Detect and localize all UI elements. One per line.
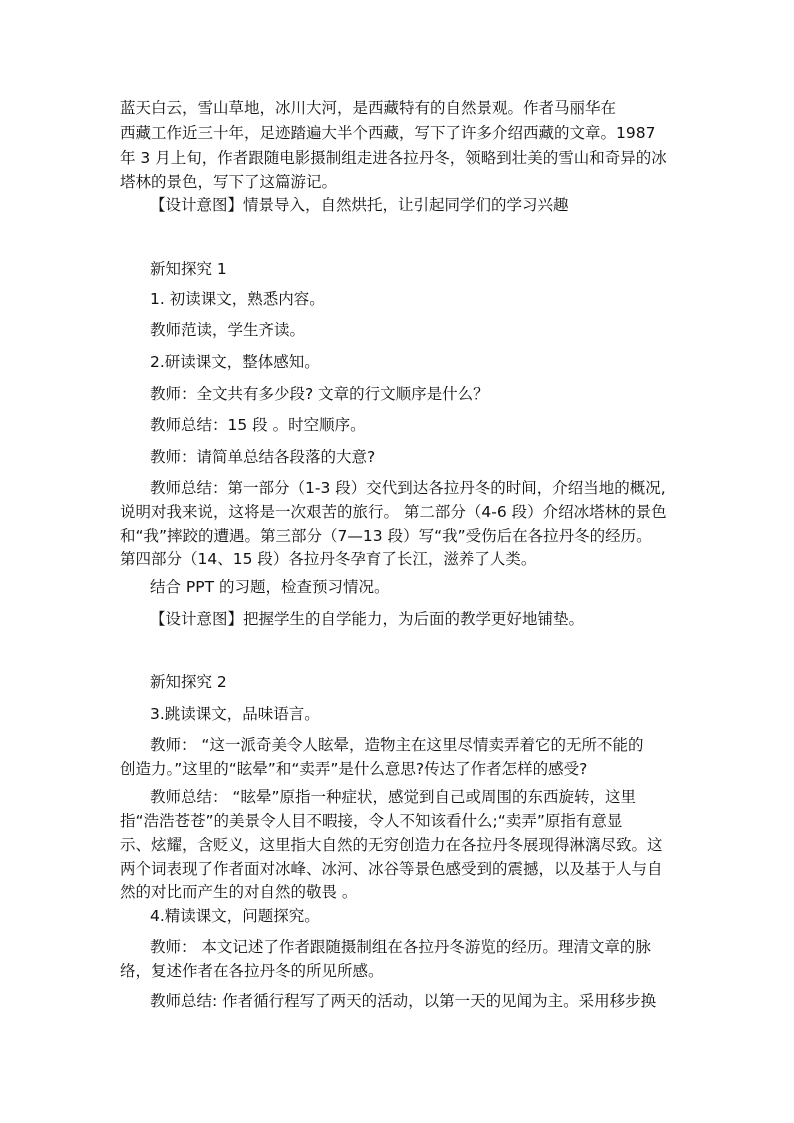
intro-line-3: 年 3 月上旬，作者跟随电影摄制组走进各拉丹冬，领略到壮美的雪山和奇异的冰: [120, 149, 667, 167]
design-intent-2: 【设计意图】把握学生的自学能力，为后面的教学更好地铺垫。: [150, 610, 585, 628]
teacher-summary-3-line-2: 指“浩浩苍苍”的美景令人目不暇接，令人不知该看什么;“卖弄”原指有意显: [120, 812, 623, 830]
teacher-question-4-line-1: 教师： 本文记述了作者跟随摄制组在各拉丹冬游览的经历。理清文章的脉: [150, 938, 651, 956]
teacher-question-3-line-2: 创造力。”这里的“眩晕”和“卖弄”是什么意思?传达了作者怎样的感受?: [120, 760, 588, 778]
intro-line-2: 西藏工作近三十年，足迹踏遍大半个西藏，写下了许多介绍西藏的文章。1987: [120, 124, 656, 142]
intro-line-4: 塔林的景色，写下了这篇游记。: [120, 173, 338, 191]
ppt-exercise: 结合 PPT 的习题，检查预习情况。: [150, 578, 390, 596]
step-1: 1. 初读课文，熟悉内容。: [150, 290, 325, 308]
design-intent-1: 【设计意图】情景导入，自然烘托，让引起同学们的学习兴趣: [150, 196, 569, 214]
teacher-question-4-line-2: 络，复述作者在各拉丹冬的所见所感。: [120, 962, 384, 980]
teacher-summary-1: 教师总结：15 段 。时空顺序。: [150, 416, 366, 434]
teacher-summary-3-line-3: 示、炫耀，含贬义，这里指大自然的无穷创造力在各拉丹冬展现得淋漓尽致。这: [120, 836, 663, 854]
step-1-detail: 教师范读，学生齐读。: [150, 321, 306, 339]
section-heading-2: 新知探究 2: [150, 673, 227, 691]
step-4: 4.精读课文，问题探究。: [150, 907, 320, 925]
intro-line-1: 蓝天白云，雪山草地，冰川大河，是西藏特有的自然景观。作者马丽华在: [120, 99, 617, 117]
teacher-summary-4-line-1: 教师总结: 作者循行程写了两天的活动，以第一天的见闻为主。采用移步换: [150, 992, 657, 1010]
step-2: 2.研读课文，整体感知。: [150, 353, 320, 371]
teacher-summary-2-line-2: 说明对我来说，这将是一次艰苦的旅行。 第二部分（4-6 段）介绍冰塔林的景色: [120, 503, 667, 521]
teacher-question-1: 教师：全文共有多少段? 文章的行文顺序是什么？: [150, 385, 489, 403]
teacher-summary-2-line-1: 教师总结：第一部分（1-3 段）交代到达各拉丹冬的时间，介绍当地的概况,: [150, 479, 666, 497]
teacher-question-2: 教师：请简单总结各段落的大意?: [150, 448, 376, 466]
teacher-summary-3-line-5: 然的对比而产生的对自然的敬畏 。: [120, 883, 358, 901]
section-heading-1: 新知探究 1: [150, 260, 227, 278]
teacher-summary-3-line-1: 教师总结： “眩晕”原指一种症状，感觉到自己或周围的东西旋转，这里: [150, 788, 636, 806]
teacher-summary-2-line-3: 和“我”摔跤的遭遇。第三部分（7—13 段）写“我”受伤后在各拉丹冬的经历。: [120, 527, 652, 545]
step-3: 3.跳读课文，品味语言。: [150, 705, 320, 723]
teacher-summary-2-line-4: 第四部分（14、15 段）各拉丹冬孕育了长江，滋养了人类。: [120, 550, 537, 568]
teacher-summary-3-line-4: 两个词表现了作者面对冰峰、冰河、冰谷等景色感受到的震撼，以及基于人与自: [120, 860, 663, 878]
teacher-question-3-line-1: 教师： “这一派奇美令人眩晕，造物主在这里尽情卖弄着它的无所不能的: [150, 736, 644, 754]
